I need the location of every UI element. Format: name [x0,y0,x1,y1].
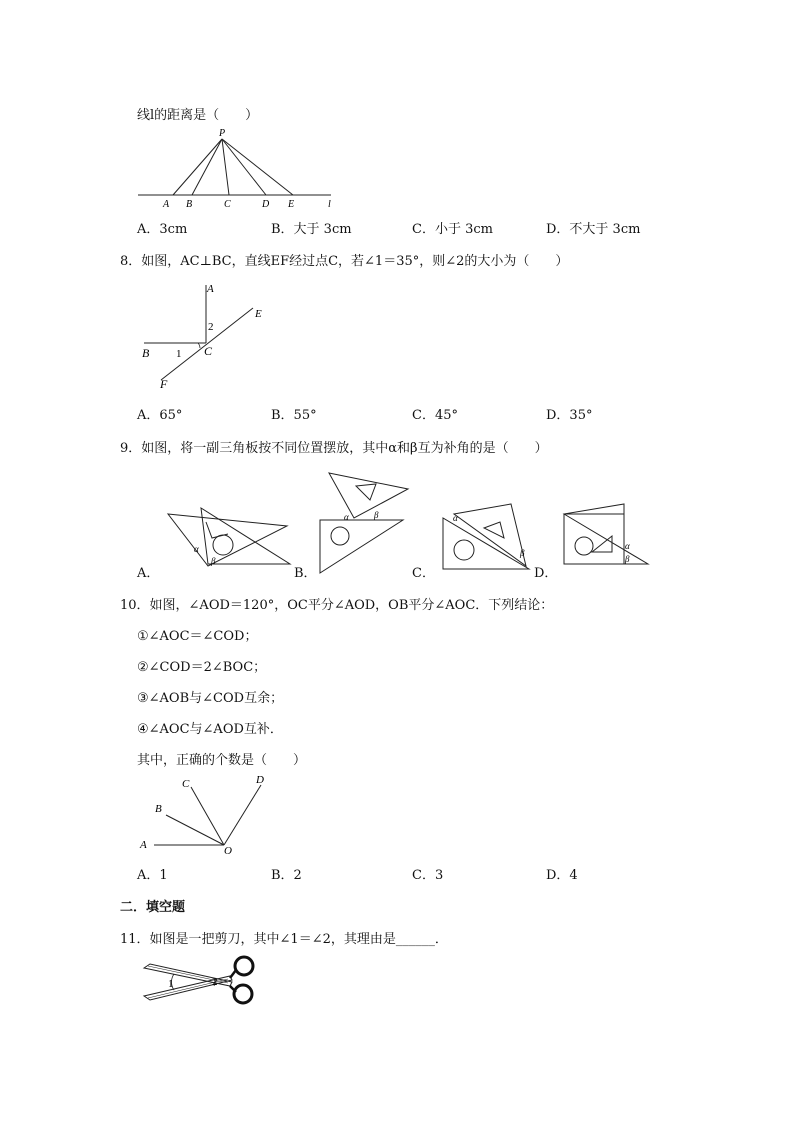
q10-label-c: C [182,778,190,790]
q7-label-a: A [163,199,170,210]
q10-option-a[interactable]: A．1 [137,868,168,883]
q7-label-p: P [219,128,226,139]
q7-option-b[interactable]: B．大于 3cm [271,222,352,237]
q9-a-beta: β [211,556,216,566]
q9-option-c[interactable]: C． [412,566,435,581]
q8-label-b: B [142,346,150,360]
q10-option-c[interactable]: C．3 [412,868,444,883]
q9-a-alpha: α [194,544,199,554]
q10-stem: 10．如图，∠AOD＝120°，OC平分∠AOD，OB平分∠AOC．下列结论： [120,598,554,613]
q9-d-alpha: α [625,541,630,551]
q9-figure-d [558,500,654,570]
q11-label-1: 1 [168,978,174,990]
q10-statement-2: ②∠COD＝2∠BOC； [137,660,267,675]
q10-statement-4: ④∠AOC与∠AOD互补． [137,722,283,737]
q10-option-d[interactable]: D．4 [546,868,578,883]
section-title-fill-blank: 二．填空题 [120,900,186,915]
q7-option-c[interactable]: C．小于 3cm [412,222,493,237]
q7-label-d: D [262,199,270,210]
q7-figure [135,124,345,210]
q10-question: 其中，正确的个数是（ ） [137,753,307,768]
q8-option-c[interactable]: C．45° [412,408,458,423]
q8-label-e: E [255,308,262,320]
q7-label-c: C [224,199,231,210]
q8-option-d[interactable]: D．35° [546,408,593,423]
q9-c-alpha: α [453,513,458,523]
q9-figure-b [316,468,411,578]
q9-option-a[interactable]: A． [137,566,160,581]
q8-label-a: A [207,283,214,295]
q9-figure-c [440,498,535,573]
q8-label-f: F [160,377,168,391]
q10-label-a: A [140,839,147,851]
q9-d-beta: β [625,554,630,564]
q9-stem: 9．如图，将一副三角板按不同位置摆放，其中α和β互为补角的是（ ） [120,441,548,456]
q7-stem-tail: 线l的距离是（ ） [137,108,259,123]
q10-option-b[interactable]: B．2 [271,868,302,883]
q10-statement-3: ③∠AOB与∠COD互余； [137,691,284,706]
q11-scissors-figure [140,950,260,1012]
q11-label-2: 2 [212,976,218,988]
q8-label-1: 1 [176,348,182,360]
q9-b-beta: β [374,510,379,520]
q11-stem: 11．如图是一把剪刀，其中∠1＝∠2，其理由是______． [120,932,448,947]
q8-label-c: C [204,344,213,358]
q10-label-b: B [155,803,162,815]
q7-label-e: E [288,199,295,210]
q9-option-d[interactable]: D． [534,566,558,581]
q8-option-a[interactable]: A．65° [137,408,183,423]
q7-option-d[interactable]: D．不大于 3cm [546,222,641,237]
q9-figure-a [160,500,295,570]
q10-label-d: D [256,774,264,786]
q9-b-alpha: α [344,512,349,522]
q8-option-b[interactable]: B．55° [271,408,317,423]
q10-figure [136,770,276,858]
q10-statement-1: ①∠AOC＝∠COD； [137,629,258,644]
q8-stem: 8．如图，AC⊥BC，直线EF经过点C，若∠1＝35°，则∠2的大小为（ ） [120,254,569,269]
q8-label-2: 2 [208,321,214,333]
q9-c-beta: β [520,548,525,558]
q8-figure [138,278,278,392]
q10-label-o: O [224,845,232,857]
q7-label-l: l [328,199,331,210]
q9-option-b[interactable]: B． [294,566,317,581]
q7-label-b: B [186,199,193,210]
q7-option-a[interactable]: A．3cm [137,222,188,237]
